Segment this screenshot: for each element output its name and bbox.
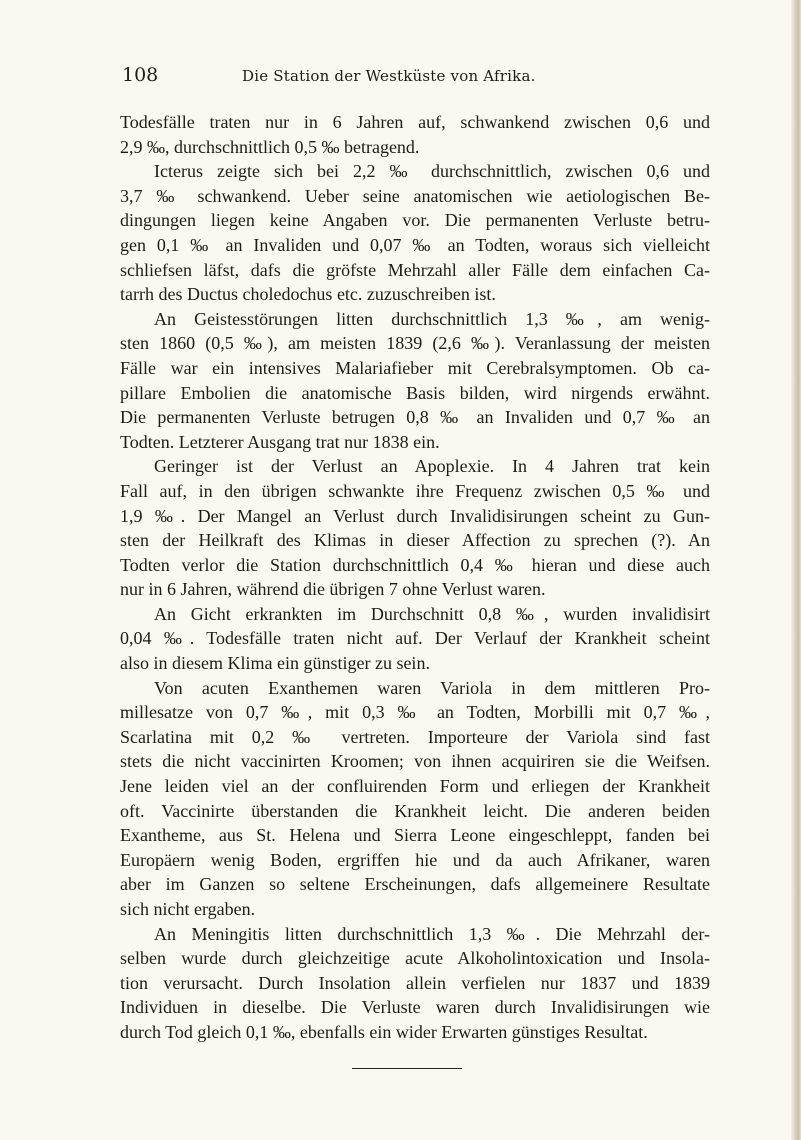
- text-line: 0,04 ‰. Todesfälle traten nicht auf. Der Verlauf der Krankheit scheint: [120, 628, 710, 649]
- text-line: 2,9 ‰, durchschnittlich 0,5 ‰ betragend.: [120, 136, 420, 157]
- text-line: 1,9 ‰. Der Mangel an Verlust durch Invalidisirungen scheint zu Gun-: [120, 505, 710, 526]
- text-line: millesatze von 0,7 ‰, mit 0,3 ‰ an Todten, Morbilli mit 0,7 ‰,: [120, 702, 710, 723]
- text-line: Von acuten Exanthemen waren Variola in dem mittleren Pro-: [154, 677, 710, 698]
- text-line: pillare Embolien die anatomische Basis bilden, wird nirgends erwähnt.: [120, 382, 710, 403]
- text-line: Individuen in dieselbe. Die Verluste waren durch Invalidisirungen wie: [120, 997, 710, 1018]
- text-line: An Meningitis litten durchschnittlich 1,3 ‰. Die Mehrzahl der-: [154, 923, 710, 944]
- text-line: durch Tod gleich 0,1 ‰, ebenfalls ein wider Erwarten günstiges Resultat.: [120, 1021, 648, 1042]
- running-title: Die Station der Westküste von Afrika.: [242, 67, 536, 85]
- text-line: selben wurde durch gleichzeitige acute Alkoholintoxication und Insola-: [120, 948, 710, 969]
- text-line: Fälle war ein intensives Malariafieber mit Cerebralsymptomen. Ob ca-: [120, 357, 710, 378]
- text-line: 3,7 ‰ schwankend. Ueber seine anatomischen wie aetiologischen Be-: [120, 185, 710, 206]
- text-line: tion verursacht. Durch Insolation allein verfielen nur 1837 und 1839: [120, 972, 710, 993]
- text-line: Die permanenten Verluste betrugen 0,8 ‰ an Invaliden und 0,7 ‰ an: [120, 407, 710, 428]
- text-line: Todten verlor die Station durchschnittlich 0,4 ‰ hieran und diese auch: [120, 554, 710, 575]
- text-line: Todten. Letzterer Ausgang trat nur 1838 ein.: [120, 431, 440, 452]
- text-line: sich nicht ergaben.: [120, 899, 256, 919]
- page-edge-shadow: [791, 0, 801, 1140]
- text-line: Icterus zeigte sich bei 2,2 ‰ durchschnittlich, zwischen 0,6 und: [154, 161, 710, 182]
- text-line: sten 1860 (0,5 ‰), am meisten 1839 (2,6 ‰). Veranlassung der meisten: [120, 333, 710, 354]
- text-line: aber im Ganzen so seltene Erscheinungen, dafs allgemeinere Resultate: [120, 874, 710, 895]
- text-line: stets die nicht vaccinirten Kroomen; von ihnen acquiriren sie die Weifsen.: [120, 751, 710, 772]
- text-line: An Gicht erkrankten im Durchschnitt 0,8 ‰, wurden invalidisirt: [154, 603, 710, 624]
- text-line: dingungen liegen keine Angaben vor. Die permanenten Verluste betru-: [120, 210, 710, 231]
- text-line: An Geistesstörungen litten durchschnittlich 1,3 ‰, am wenig-: [154, 308, 710, 329]
- text-line: sten der Heilkraft des Klimas in dieser Affection zu sprechen (?). An: [120, 530, 710, 551]
- text-line: tarrh des Ductus choledochus etc. zuzuschreiben ist.: [120, 284, 496, 305]
- body-text: [120, 110, 710, 1045]
- text-line: nur in 6 Jahren, während die übrigen 7 ohne Verlust waren.: [120, 579, 546, 600]
- text-line: oft. Vaccinirte überstanden die Krankheit leicht. Die anderen beiden: [120, 800, 710, 821]
- text-line: schliefsen läfst, dafs die gröfste Mehrzahl aller Fälle dem einfachen Ca-: [120, 259, 710, 280]
- text-line: gen 0,1 ‰ an Invaliden und 0,07 ‰ an Todten, woraus sich vielleicht: [120, 234, 710, 255]
- running-head: [122, 64, 712, 88]
- text-line: Scarlatina mit 0,2 ‰ vertreten. Importeure der Variola sind fast: [120, 726, 710, 747]
- footnote-rule: [352, 1068, 462, 1069]
- text-line: Jene leiden viel an der confluirenden Form und erliegen der Krankheit: [120, 776, 710, 797]
- text-line: also in diesem Klima ein günstiger zu sein.: [120, 653, 430, 674]
- text-line: Geringer ist der Verlust an Apoplexie. In 4 Jahren trat kein: [154, 456, 710, 477]
- text-line: Exantheme, aus St. Helena und Sierra Leone eingeschleppt, fanden bei: [120, 825, 710, 846]
- text-line: Europäern wenig Boden, ergriffen hie und da auch Afrikaner, waren: [120, 849, 710, 870]
- page-number: 108: [122, 64, 159, 86]
- text-line: Fall auf, in den übrigen schwankte ihre Frequenz zwischen 0,5 ‰ und: [120, 480, 710, 501]
- text-line: Todesfälle traten nur in 6 Jahren auf, schwankend zwischen 0,6 und: [120, 112, 710, 132]
